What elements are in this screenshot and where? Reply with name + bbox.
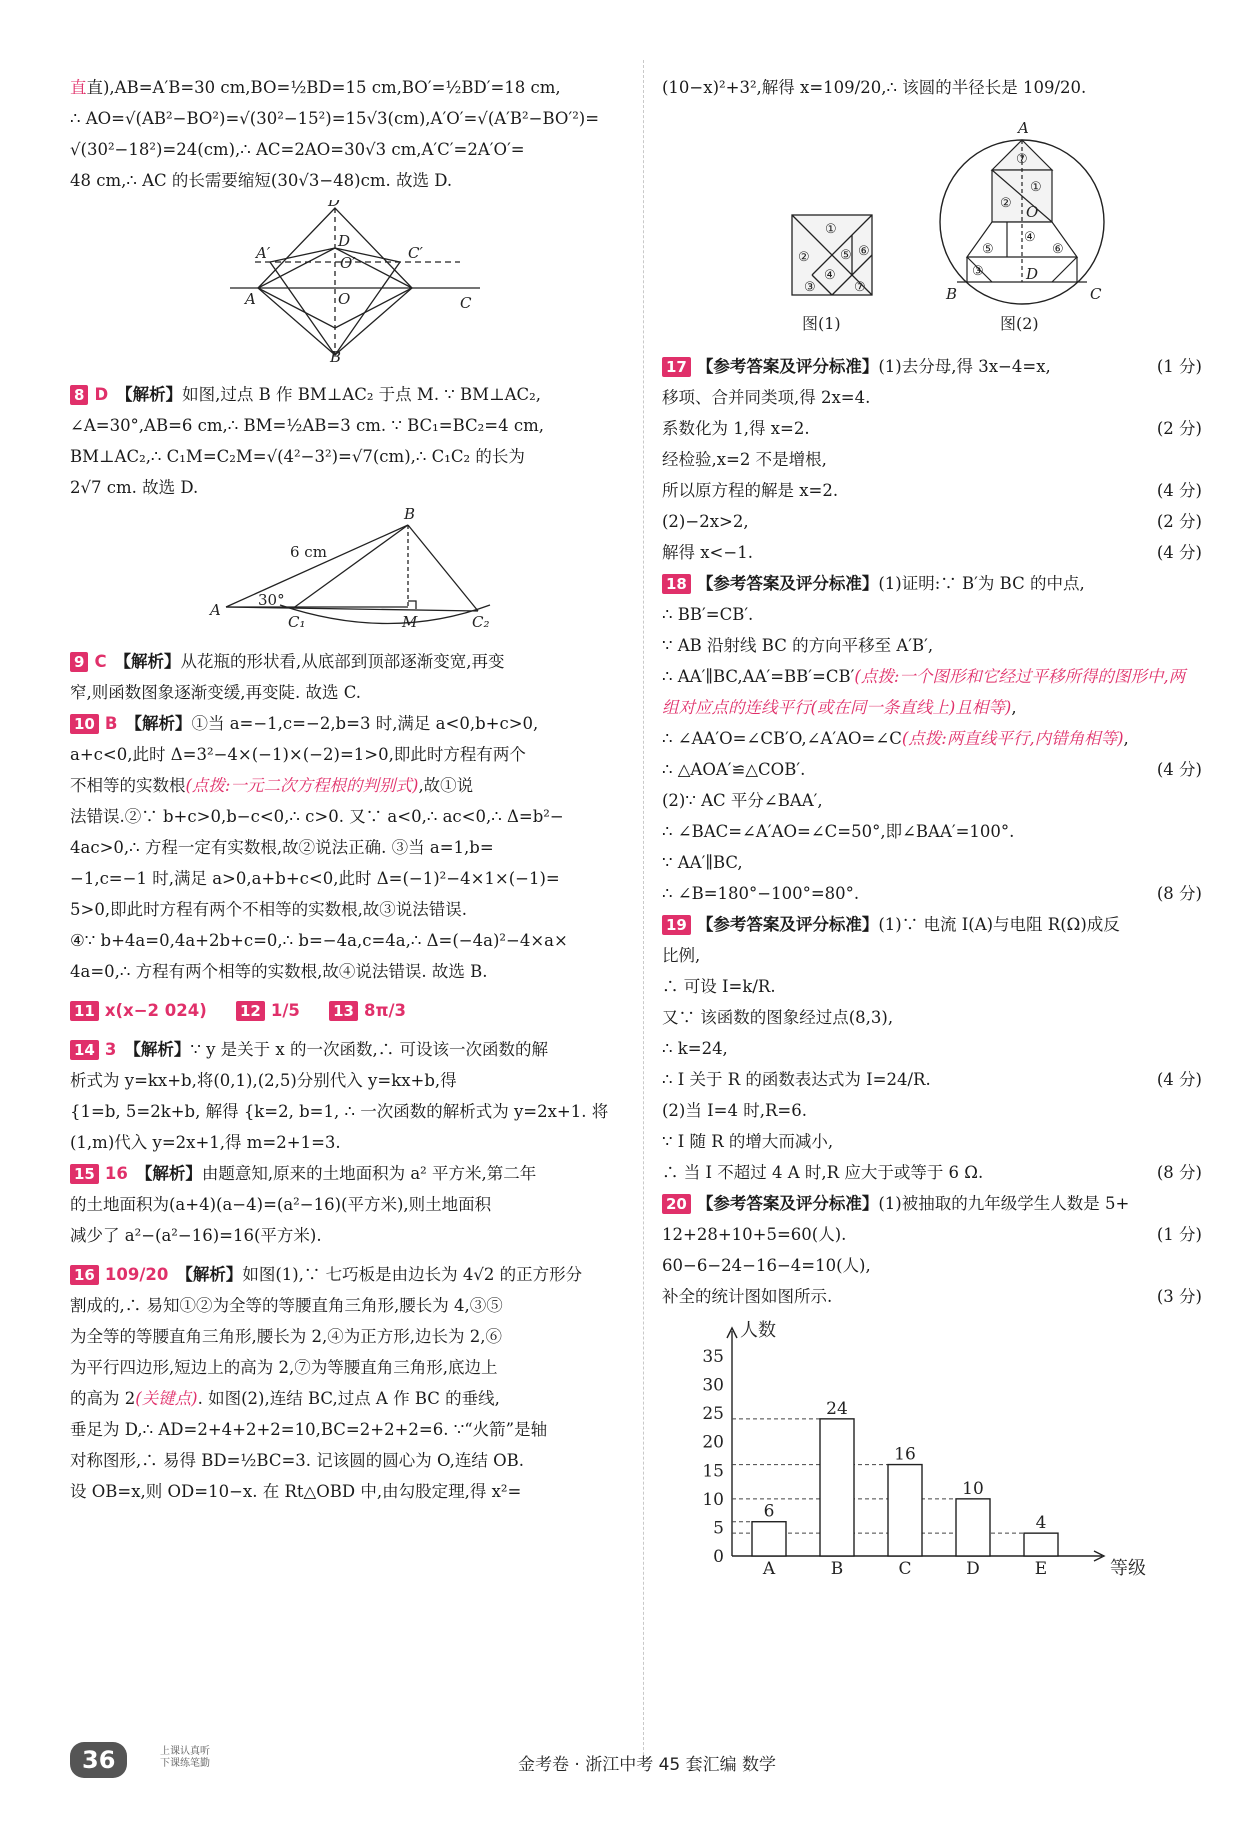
rocket-piece-label: ⑦ [1016,152,1028,167]
q16-line: 割成的,∴ 易知①②为全等的等腰直角三角形,腰长为 4,③⑤ [70,1296,503,1315]
tangram-piece-label: ⑦ [854,280,866,295]
bar-value-label: 16 [894,1444,916,1465]
q7-line: ∴ AO=√(AB²−BO²)=√(30²−15²)=15√3(cm),A′O′=√(A′B²−BO′²)= [70,109,600,128]
fig-label: B [330,348,342,365]
bar-value-label: 24 [826,1398,848,1419]
bar-value-label: 6 [763,1501,775,1522]
fig-label: 30° [258,591,285,609]
figure-1-caption: 图(1) [802,314,841,333]
bar-value-label: 4 [1035,1513,1047,1534]
x-tick-label: E [1034,1559,1048,1576]
fig-label: C′ [408,244,423,262]
y-tick-label: 0 [713,1547,724,1567]
q16-line: 设 OB=x,则 OD=10−x. 在 Rt△OBD 中,由勾股定理,得 x²= [70,1482,522,1501]
fig-label: A [210,601,221,619]
bar-A [752,1522,786,1556]
q15-line: 15 16 【解析】由题意知,原来的土地面积为 a² 平方米,第二年 [70,1158,630,1189]
bar-value-label: 10 [962,1478,984,1499]
q16-continuation: (10−x)²+3²,解得 x=109/20,∴ 该圆的半径长是 109/20. [662,78,1087,97]
q17-line: (2)−2x>2, (2 分) [662,512,1202,531]
page-footer [0,1738,1250,1788]
y-tick-label: 10 [702,1489,724,1510]
q10-line: ④∵ b+4a=0,4a+2b+c=0,∴ b=−4a,c=4a,∴ Δ=(−4a)²−4×a× [70,931,568,950]
q19-line: ∴ 当 I 不超过 4 A 时,R 应大于或等于 6 Ω. (8 分) [662,1163,1202,1182]
fig-label: C₁ [288,613,306,631]
q9-line: 窄,则函数图象逐渐变缓,再变陡. 故选 C. [70,683,362,702]
q19-line: 比例, [662,946,701,965]
rocket-piece-label: ⑤ [982,242,994,257]
q7-line: 直直),AB=A′B=30 cm,BO=½BD=15 cm,BO′=½BD′=18 cm, [70,78,561,97]
q18-line: ∵ AB 沿射线 BC 的方向平移至 A′B′, [662,636,934,655]
grade-bar-chart [662,1316,1202,1576]
y-tick-label: 20 [702,1432,724,1453]
q18-line: ∴ ∠B=180°−100°=80°. (8 分) [662,884,1202,903]
fig-label: 6 cm [290,543,327,561]
q17-line: 经检验,x=2 不是增根, [662,450,827,469]
q17-line: 17 【参考答案及评分标准】(1)去分母,得 3x−4=x, (1 分) [662,351,1202,382]
q15-line: 的土地面积为(a+4)(a−4)=(a²−16)(平方米),则土地面积 [70,1195,492,1214]
q8-line: 2√7 cm. 故选 D. [70,478,199,497]
rocket-piece-label: ⑥ [1052,242,1064,257]
left-column [70,72,630,1507]
column-divider [643,60,644,1760]
x-tick-label: B [830,1559,844,1576]
q14-line: (1,m)代入 y=2x+1,得 m=2+1=3. [70,1133,341,1152]
q17-line: 移项、合并同类项,得 2x=4. [662,388,871,407]
q10-line: 5>0,即此时方程有两个不相等的实数根,故③说法错误. [70,900,468,919]
q16-line: 垂足为 D,∴ AD=2+4+2+2=10,BC=2+2+2=6. ∵“火箭”是轴 [70,1420,548,1439]
q19-line: ∴ I 关于 R 的函数表达式为 I=24/R. (4 分) [662,1070,1202,1089]
y-tick-label: 25 [702,1404,724,1425]
rocket-point-label: D [1026,265,1039,283]
q8-line: ∠A=30°,AB=6 cm,∴ BM=½AB=3 cm. ∵ BC₁=BC₂=4 cm, [70,416,544,435]
tangram-piece-label: ⑥ [858,244,870,259]
tangram-piece-label: ③ [804,280,816,295]
x-tick-label: C [898,1559,912,1576]
q10-line: 4ac>0,∴ 方程一定有实数根,故②说法正确. ③当 a=1,b= [70,838,494,857]
q10-line: 4a=0,∴ 方程有两个相等的实数根,故④说法错误. 故选 B. [70,962,488,981]
fig-label: B [404,507,416,523]
q7-rhombus-figure [70,200,630,365]
fig-label: M [402,613,418,631]
q16-line: 对称图形,∴ 易得 BD=½BC=3. 记该圆的圆心为 O,连结 OB. [70,1451,524,1470]
q8-line: BM⊥AC₂,∴ C₁M=C₂M=√(4²−3²)=√7(cm),∴ C₁C₂ 的长为 [70,447,525,466]
q20-line: 12+28+10+5=60(人). (1 分) [662,1225,1202,1244]
q7-line: 48 cm,∴ AC 的长需要缩短(30√3−48)cm. 故选 D. [70,171,453,190]
rocket-piece-label: ③ [972,264,984,279]
q18-paragraph: ∴ AA′∥BC,AA′=BB′=CB′(点拨:一个图形和它经过平移所得的图形中,两组对应点的连线平行(或在同一条直线上)且相等), [662,667,1186,717]
fig-label: D [338,232,351,250]
fig-label: C [460,294,472,312]
fig-label: O [338,290,351,308]
book-source: 金考卷 · 浙江中考 45 套汇编 数学 [518,1755,777,1775]
q17-line: 系数化为 1,得 x=2. (2 分) [662,419,1202,438]
q20-line: 20 【参考答案及评分标准】(1)被抽取的九年级学生人数是 5+ [662,1188,1202,1219]
q8-line: 8 D 【解析】如图,过点 B 作 BM⊥AC₂ 于点 M. ∵ BM⊥AC₂, [70,379,630,410]
rocket-piece-label: ② [1000,196,1012,211]
q11-13-answers: 11 x(x−2 024) 12 1/5 13 8π/3 [70,995,630,1026]
right-column [662,72,1202,1590]
tangram-piece-label: ① [825,222,837,237]
q10-line: 法错误.②∵ b+c>0,b−c<0,∴ c>0. 又∵ a<0,∴ ac<0,∴ Δ=b²− [70,807,564,826]
page-number: 36 [70,1742,127,1778]
rocket-point-label: B [946,285,958,303]
q7-line: √(30²−18²)=24(cm),∴ AC=2AO=30√3 cm,A′C′=2A′O′= [70,140,525,159]
q19-line: (2)当 I=4 时,R=6. [662,1101,807,1120]
q15-line: 减少了 a²−(a²−16)=16(平方米). [70,1226,322,1245]
fig-label: A′ [256,244,271,262]
q18-line: ∴ △AOA′≌△COB′. (4 分) [662,760,1202,779]
q20-line: 补全的统计图如图所示. (3 分) [662,1287,1202,1306]
q20-line: 60−6−24−16−4=10(人), [662,1256,871,1275]
bar-C [888,1465,922,1556]
rocket-point-label: A [1018,119,1029,137]
bar-E [1024,1533,1058,1556]
q10-line: a+c<0,此时 Δ=3²−4×(−1)×(−2)=1>0,即此时方程有两个 [70,745,526,764]
fig-label: D′ [328,200,344,210]
q17-line: 解得 x<−1. (4 分) [662,543,1202,562]
rocket-piece-label: ④ [1024,230,1036,245]
q18-line: 18 【参考答案及评分标准】(1)证明:∵ B′为 BC 的中点, [662,568,1202,599]
q10-line: 10 B 【解析】①当 a=−1,c=−2,b=3 时,满足 a<0,b+c>0, [70,708,630,739]
q9-line: 9 C 【解析】从花瓶的形状看,从底部到顶部逐渐变宽,再变 [70,646,630,677]
q19-line: ∴ 可设 I=k/R. [662,977,776,996]
tangram-piece-label: ④ [824,268,836,283]
q18-line: ∵ AA′∥BC, [662,853,743,872]
q16-line: 为平行四边形,短边上的高为 2,⑦为等腰直角三角形,底边上 [70,1358,498,1377]
rocket-point-label: C [1090,285,1102,303]
slogan: 上课认真听 下课练笔勤 [160,1746,210,1769]
y-tick-label: 15 [702,1461,724,1482]
q19-line: 又∵ 该函数的图象经过点(8,3), [662,1008,894,1027]
rocket-piece-label: ① [1030,180,1042,195]
x-tick-label: A [762,1559,776,1576]
x-tick-label: D [966,1559,980,1576]
q14-line: {1=b, 5=2k+b, 解得 {k=2, b=1, ∴ 一次函数的解析式为 y=2x+1. 将 [70,1102,609,1121]
tangram-figures [662,107,1202,337]
q16-line: 为全等的等腰直角三角形,腰长为 2,④为正方形,边长为 2,⑥ [70,1327,502,1346]
q16-line: 的高为 2(关键点). 如图(2),连结 BC,过点 A 作 BC 的垂线, [70,1389,500,1408]
q8-triangle-figure [70,507,630,632]
figure-2-caption: 图(2) [1000,314,1039,333]
q19-line: ∴ k=24, [662,1039,728,1058]
q18-paragraph: ∴ ∠AA′O=∠CB′O,∠A′AO=∠C(点拨:两直线平行,内错角相等), [662,729,1129,748]
rocket-point-label: O [1026,203,1039,221]
chart-ylabel: 人数 [740,1320,776,1341]
y-tick-label: 35 [702,1347,724,1367]
fig-label: A [245,290,256,308]
chart-xlabel: 等级 [1110,1558,1146,1576]
q18-line: ∴ ∠BAC=∠A′AO=∠C=50°,即∠BAA′=100°. [662,822,1015,841]
q10-line: −1,c=−1 时,满足 a>0,a+b+c<0,此时 Δ=(−1)²−4×1×(−1)= [70,869,560,888]
q18-line: ∴ BB′=CB′. [662,605,754,624]
q17-line: 所以原方程的解是 x=2. (4 分) [662,481,1202,500]
fig-label: O′ [340,254,356,272]
tangram-piece-label: ⑤ [840,248,852,263]
bar-D [956,1499,990,1556]
q10-line: 不相等的实数根(点拨:一元二次方程根的判别式),故①说 [70,776,474,795]
q14-line: 14 3 【解析】∵ y 是关于 x 的一次函数,∴ 可设该一次函数的解 [70,1034,630,1065]
y-tick-label: 5 [713,1518,724,1539]
fig-label: C₂ [472,613,490,631]
q19-line: 19 【参考答案及评分标准】(1)∵ 电流 I(A)与电阻 R(Ω)成反 [662,909,1202,940]
q16-line: 16 109/20 【解析】如图(1),∵ 七巧板是由边长为 4√2 的正方形分 [70,1259,630,1290]
q18-line: (2)∵ AC 平分∠BAA′, [662,791,823,810]
bar-B [820,1419,854,1556]
q19-line: ∵ I 随 R 的增大而减小, [662,1132,834,1151]
tangram-piece-label: ② [798,250,810,265]
y-tick-label: 30 [702,1375,724,1396]
q14-line: 析式为 y=kx+b,将(0,1),(2,5)分别代入 y=kx+b,得 [70,1071,457,1090]
